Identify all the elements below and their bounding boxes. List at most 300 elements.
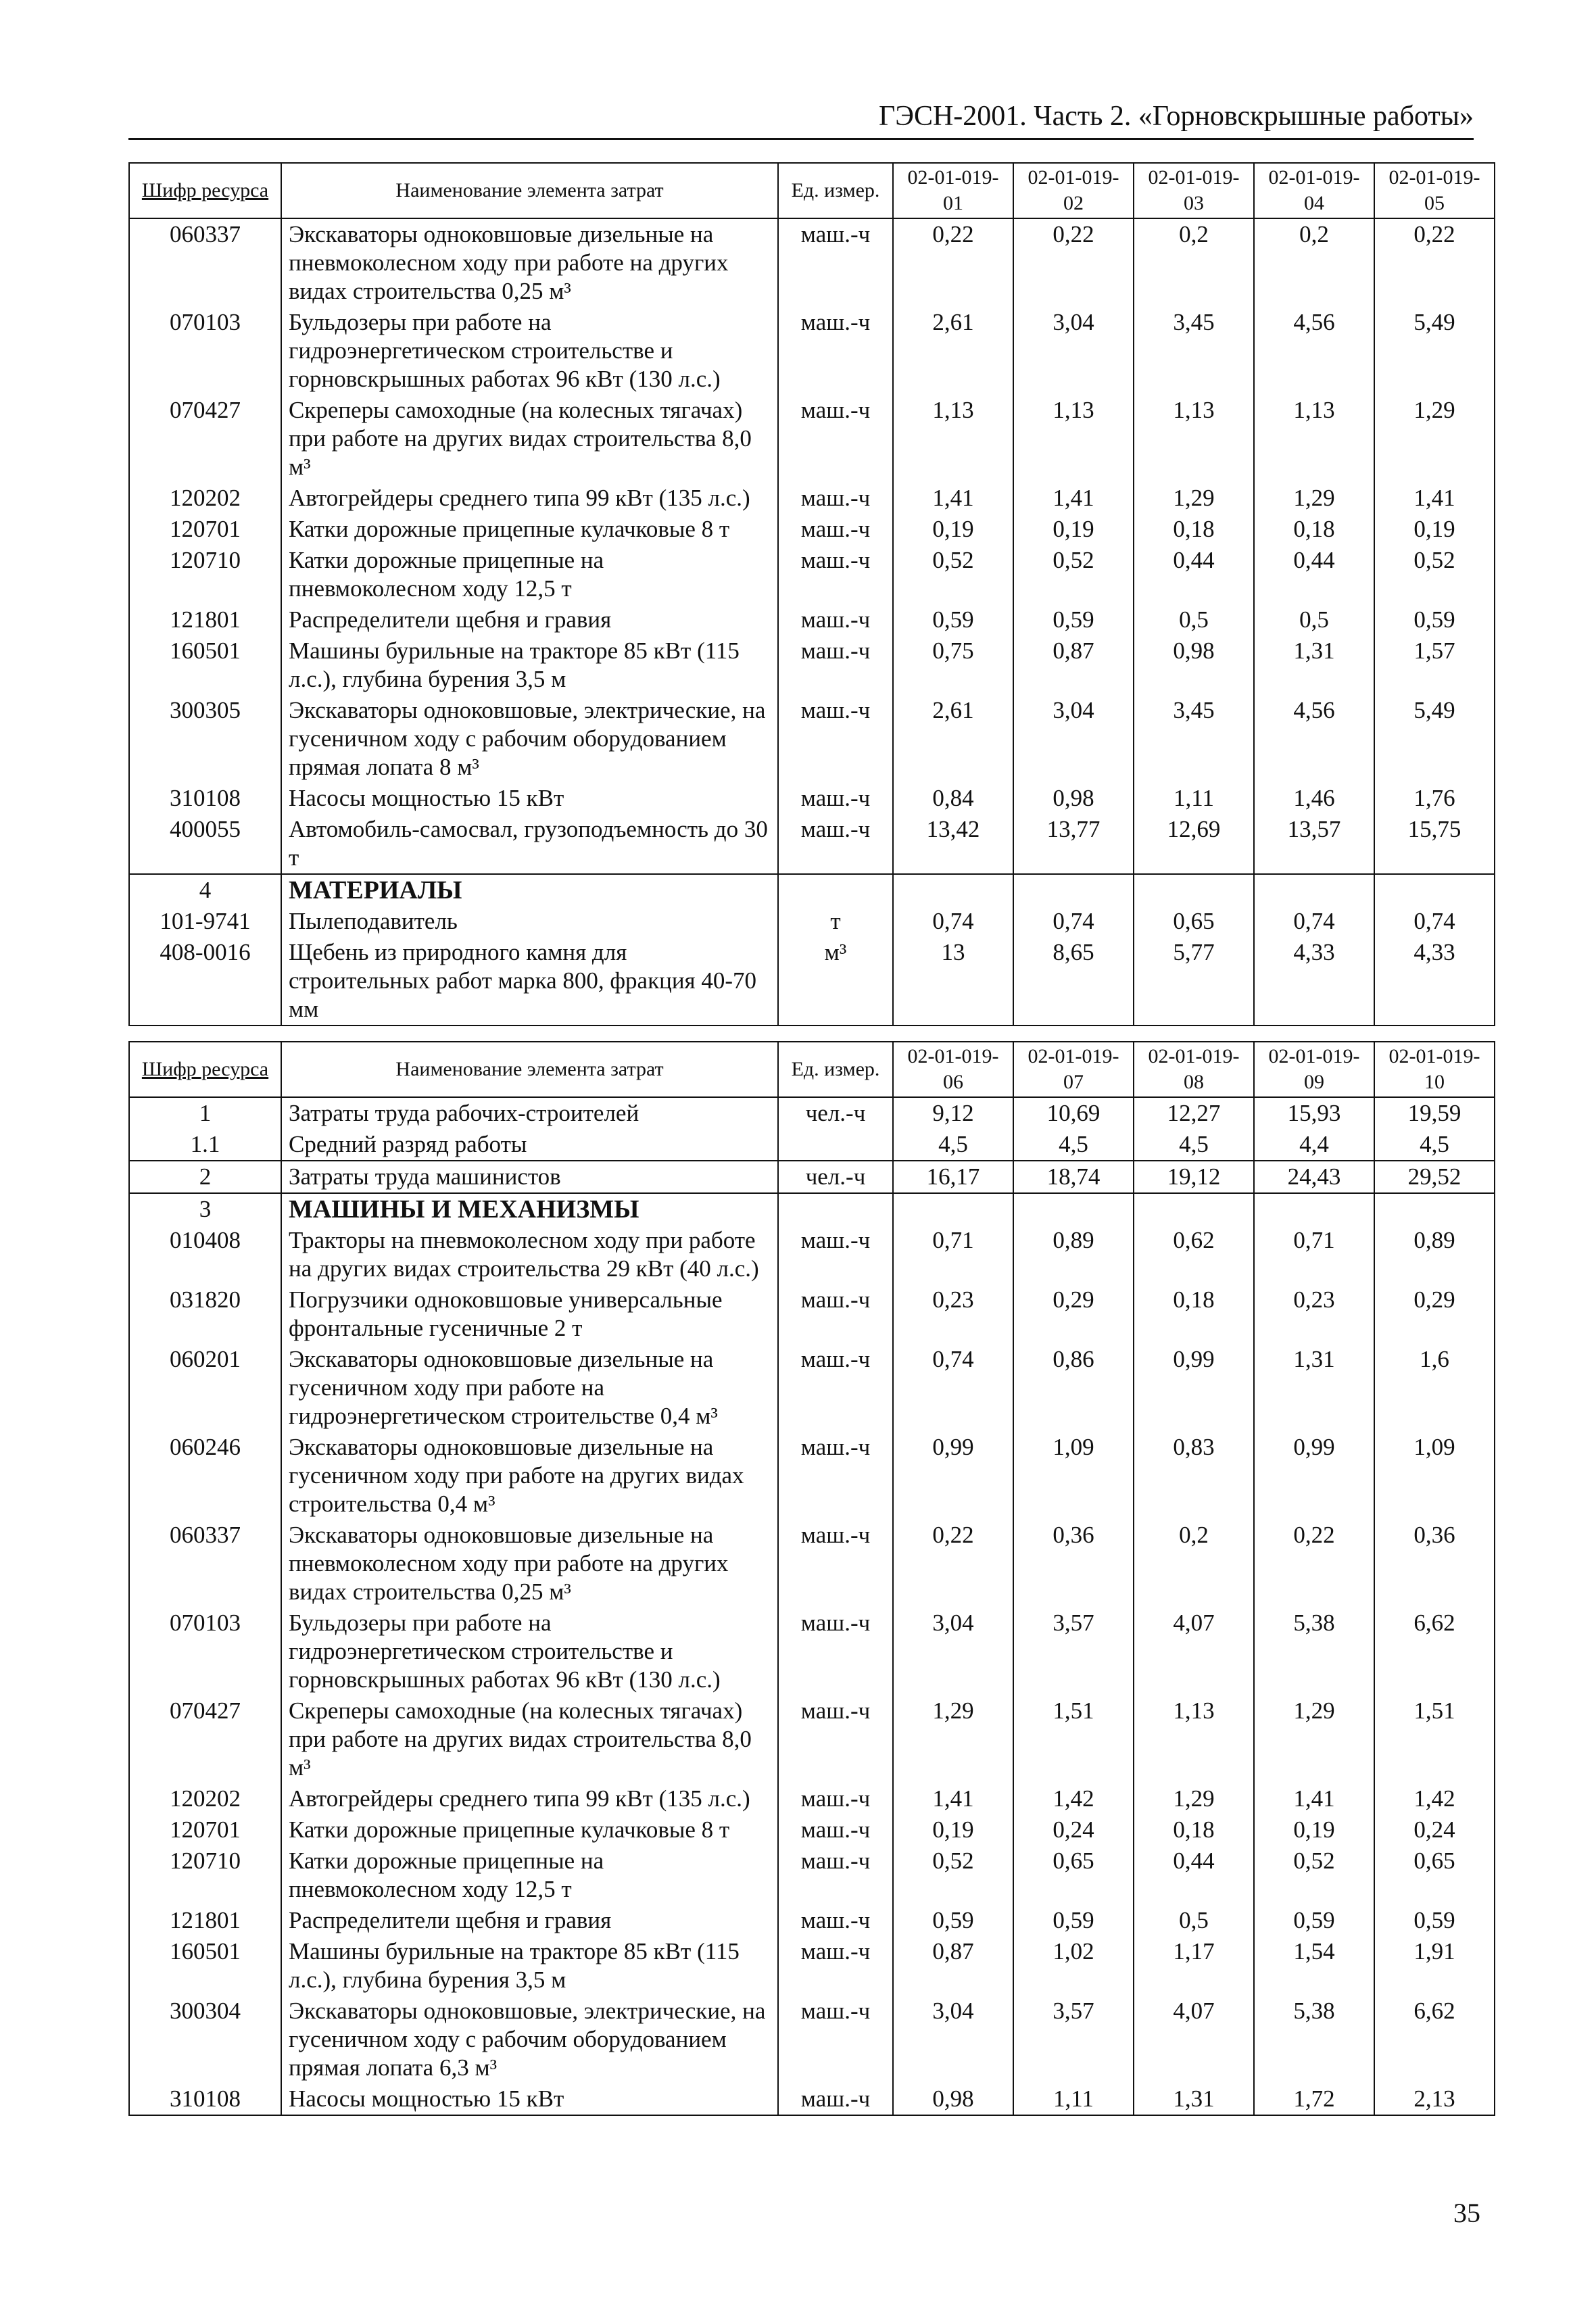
norm-value: 0,18	[1134, 514, 1254, 545]
resource-code: 120710	[129, 1845, 281, 1905]
norm-value	[893, 874, 1013, 906]
page-number: 35	[1453, 2198, 1480, 2228]
unit-cell	[778, 1129, 893, 1161]
unit-cell: маш.-ч	[778, 783, 893, 814]
norm-value: 0,22	[893, 218, 1013, 307]
cost-element-name: Экскаваторы одноковшовые дизельные на пневмоколесном ходу при работе на других видах строительства 0,25 м³	[281, 1520, 778, 1608]
norm-value: 0,65	[1134, 906, 1254, 937]
norm-value: 0,99	[893, 1432, 1013, 1520]
table-row	[129, 395, 1495, 483]
table-row	[129, 1845, 1495, 1905]
norm-value: 1,29	[1254, 1695, 1374, 1783]
resource-code: 101-9741	[129, 906, 281, 937]
table-row	[129, 604, 1495, 635]
cost-element-name: Распределители щебня и гравия	[281, 1905, 778, 1936]
norm-value: 1,42	[1374, 1783, 1495, 1814]
table-row	[129, 1129, 1495, 1161]
norm-value: 1,91	[1374, 1936, 1495, 1996]
page-header: ГЭСН-2001. Часть 2. «Горновскрышные работы»	[128, 100, 1474, 140]
cost-element-name: Затраты труда рабочих-строителей	[281, 1097, 778, 1129]
cost-element-name: МАТЕРИАЛЫ	[281, 874, 778, 906]
norm-value: 3,57	[1013, 1996, 1134, 2083]
resource-code: 1.1	[129, 1129, 281, 1161]
cost-element-name: Распределители щебня и гравия	[281, 604, 778, 635]
norm-value: 1,42	[1013, 1783, 1134, 1814]
norm-value: 15,75	[1374, 814, 1495, 874]
table-row	[129, 514, 1495, 545]
norm-value: 0,2	[1134, 1520, 1254, 1608]
table-row	[129, 1695, 1495, 1783]
norm-value	[1013, 1193, 1134, 1225]
norm-value: 19,12	[1134, 1161, 1254, 1193]
norm-value: 0,98	[1013, 783, 1134, 814]
norm-value: 1,09	[1374, 1432, 1495, 1520]
col-header-code: Шифр ресурса	[129, 163, 281, 218]
norm-value: 1,41	[893, 1783, 1013, 1814]
resource-code: 070427	[129, 395, 281, 483]
norm-value: 19,59	[1374, 1097, 1495, 1129]
norm-value: 4,5	[893, 1129, 1013, 1161]
norm-value: 0,52	[1374, 545, 1495, 604]
norm-value: 0,87	[893, 1936, 1013, 1996]
resource-code: 120202	[129, 483, 281, 514]
resource-code: 4	[129, 874, 281, 906]
norm-value: 0,99	[1254, 1432, 1374, 1520]
norm-value: 1,41	[1013, 483, 1134, 514]
norm-value: 1,51	[1374, 1695, 1495, 1783]
norm-value: 3,04	[1013, 695, 1134, 783]
unit-cell: маш.-ч	[778, 695, 893, 783]
norm-value: 1,02	[1013, 1936, 1134, 1996]
norm-value: 0,59	[1374, 604, 1495, 635]
norm-value: 0,2	[1134, 218, 1254, 307]
norm-value: 4,33	[1374, 937, 1495, 1026]
table-row	[129, 906, 1495, 937]
norm-value: 1,17	[1134, 1936, 1254, 1996]
cost-element-name: Автогрейдеры среднего типа 99 кВт (135 л.с.)	[281, 1783, 778, 1814]
norm-value: 1,13	[1013, 395, 1134, 483]
norm-value: 0,59	[893, 1905, 1013, 1936]
norm-value: 0,19	[1013, 514, 1134, 545]
norm-value: 1,31	[1254, 1344, 1374, 1432]
norm-value: 4,07	[1134, 1996, 1254, 2083]
norm-value	[893, 1193, 1013, 1225]
resource-code: 120710	[129, 545, 281, 604]
norm-value: 29,52	[1374, 1161, 1495, 1193]
norm-value: 1,29	[893, 1695, 1013, 1783]
norm-value: 0,22	[1254, 1520, 1374, 1608]
cost-element-name: Автогрейдеры среднего типа 99 кВт (135 л.с.)	[281, 483, 778, 514]
norm-value: 15,93	[1254, 1097, 1374, 1129]
norm-value: 1,13	[1254, 395, 1374, 483]
norm-value: 0,19	[893, 1814, 1013, 1845]
unit-cell: т	[778, 906, 893, 937]
col-header-norm-4: 02-01-019-04	[1254, 163, 1374, 218]
norm-value: 0,89	[1374, 1225, 1495, 1284]
norm-value: 4,5	[1013, 1129, 1134, 1161]
norm-value: 1,76	[1374, 783, 1495, 814]
norm-value: 1,11	[1134, 783, 1254, 814]
col-header-unit: Ед. измер.	[778, 1042, 893, 1097]
norm-value: 3,45	[1134, 695, 1254, 783]
norm-value	[1134, 1193, 1254, 1225]
norm-value: 0,19	[1374, 514, 1495, 545]
norm-value: 1,11	[1013, 2083, 1134, 2115]
table-row	[129, 1996, 1495, 2083]
resource-code: 060337	[129, 1520, 281, 1608]
norm-value: 0,24	[1013, 1814, 1134, 1845]
norm-value: 0,59	[893, 604, 1013, 635]
unit-cell: маш.-ч	[778, 2083, 893, 2115]
resource-code: 2	[129, 1161, 281, 1193]
cost-element-name: Экскаваторы одноковшовые дизельные на пневмоколесном ходу при работе на других видах строительства 0,25 м³	[281, 218, 778, 307]
norm-value: 12,27	[1134, 1097, 1254, 1129]
col-header-norm-1: 02-01-019-01	[893, 163, 1013, 218]
norm-value: 0,22	[1013, 218, 1134, 307]
resource-code: 060337	[129, 218, 281, 307]
cost-element-name: Насосы мощностью 15 кВт	[281, 2083, 778, 2115]
norm-value: 1,13	[1134, 395, 1254, 483]
resource-code: 121801	[129, 604, 281, 635]
norm-value: 1,41	[1374, 483, 1495, 514]
norm-value: 0,2	[1254, 218, 1374, 307]
norm-value: 3,04	[893, 1996, 1013, 2083]
norm-value: 4,07	[1134, 1608, 1254, 1695]
norm-value: 0,36	[1374, 1520, 1495, 1608]
unit-cell: маш.-ч	[778, 307, 893, 395]
table-row	[129, 218, 1495, 307]
col-header-norm-3: 02-01-019-08	[1134, 1042, 1254, 1097]
norm-value: 0,84	[893, 783, 1013, 814]
norm-value: 5,38	[1254, 1608, 1374, 1695]
norm-value: 0,75	[893, 635, 1013, 695]
unit-cell: маш.-ч	[778, 483, 893, 514]
norm-value: 0,59	[1013, 1905, 1134, 1936]
norm-value: 0,23	[1254, 1284, 1374, 1344]
table-row	[129, 483, 1495, 514]
norm-value	[1254, 1193, 1374, 1225]
unit-cell: маш.-ч	[778, 218, 893, 307]
norm-value	[1134, 874, 1254, 906]
norm-value: 13,77	[1013, 814, 1134, 874]
unit-cell: маш.-ч	[778, 1225, 893, 1284]
col-header-norm-1: 02-01-019-06	[893, 1042, 1013, 1097]
norm-value	[1254, 874, 1374, 906]
norm-value: 0,65	[1013, 1845, 1134, 1905]
resource-code: 070103	[129, 1608, 281, 1695]
col-header-norm-2: 02-01-019-07	[1013, 1042, 1134, 1097]
cost-element-name: Тракторы на пневмоколесном ходу при работе на других видах строительства 29 кВт (40 л.с.)	[281, 1225, 778, 1284]
norm-value: 1,41	[1254, 1783, 1374, 1814]
table-row	[129, 1344, 1495, 1432]
norm-value: 1,29	[1134, 1783, 1254, 1814]
unit-cell: маш.-ч	[778, 545, 893, 604]
resource-code: 060246	[129, 1432, 281, 1520]
col-header-name: Наименование элемента затрат	[281, 163, 778, 218]
norm-value: 0,5	[1134, 604, 1254, 635]
unit-cell: маш.-ч	[778, 1284, 893, 1344]
table-row	[129, 937, 1495, 1026]
unit-cell	[778, 1193, 893, 1225]
norm-value: 4,5	[1134, 1129, 1254, 1161]
norm-value: 1,57	[1374, 635, 1495, 695]
table-header-row	[129, 1042, 1495, 1097]
norm-value: 2,13	[1374, 2083, 1495, 2115]
cost-element-name: Катки дорожные прицепные на пневмоколесном ходу 12,5 т	[281, 1845, 778, 1905]
resource-code: 160501	[129, 635, 281, 695]
table-row	[129, 1608, 1495, 1695]
table-header-row	[129, 163, 1495, 218]
norm-value: 4,33	[1254, 937, 1374, 1026]
resource-code: 310108	[129, 783, 281, 814]
norm-value: 1,72	[1254, 2083, 1374, 2115]
unit-cell: маш.-ч	[778, 604, 893, 635]
unit-cell: чел.-ч	[778, 1161, 893, 1193]
norm-value: 0,71	[1254, 1225, 1374, 1284]
unit-cell: маш.-ч	[778, 395, 893, 483]
cost-element-name: Насосы мощностью 15 кВт	[281, 783, 778, 814]
norm-value: 0,59	[1374, 1905, 1495, 1936]
resource-code: 400055	[129, 814, 281, 874]
table-row	[129, 545, 1495, 604]
resource-code: 310108	[129, 2083, 281, 2115]
norm-value: 0,23	[893, 1284, 1013, 1344]
norm-value: 0,44	[1134, 1845, 1254, 1905]
resource-code: 070427	[129, 1695, 281, 1783]
cost-element-name: Машины бурильные на тракторе 85 кВт (115 л.с.), глубина бурения 3,5 м	[281, 1936, 778, 1996]
norm-value: 0,52	[1254, 1845, 1374, 1905]
norm-value: 8,65	[1013, 937, 1134, 1026]
norm-value: 16,17	[893, 1161, 1013, 1193]
norm-value: 4,56	[1254, 695, 1374, 783]
norm-value: 0,19	[1254, 1814, 1374, 1845]
unit-cell: маш.-ч	[778, 1344, 893, 1432]
cost-element-name: Экскаваторы одноковшовые, электрические, на гусеничном ходу с рабочим оборудованием прямая лопата 8 м³	[281, 695, 778, 783]
norm-value: 0,18	[1254, 514, 1374, 545]
norm-value: 0,44	[1254, 545, 1374, 604]
cost-element-name: Автомобиль-самосвал, грузоподъемность до 30 т	[281, 814, 778, 874]
norm-value: 0,19	[893, 514, 1013, 545]
norm-value: 24,43	[1254, 1161, 1374, 1193]
resource-code: 300304	[129, 1996, 281, 2083]
cost-element-name: Катки дорожные прицепные кулачковые 8 т	[281, 1814, 778, 1845]
resource-code: 031820	[129, 1284, 281, 1344]
unit-cell: м³	[778, 937, 893, 1026]
unit-cell: маш.-ч	[778, 1814, 893, 1845]
norm-value: 0,52	[893, 545, 1013, 604]
cost-element-name: Погрузчики одноковшовые универсальные фронтальные гусеничные 2 т	[281, 1284, 778, 1344]
norm-value: 1,41	[893, 483, 1013, 514]
table-row	[129, 1097, 1495, 1129]
cost-element-name: Катки дорожные прицепные кулачковые 8 т	[281, 514, 778, 545]
cost-element-name: Экскаваторы одноковшовые, электрические, на гусеничном ходу с рабочим оборудованием прямая лопата 6,3 м³	[281, 1996, 778, 2083]
norm-value: 2,61	[893, 695, 1013, 783]
col-header-norm-5: 02-01-019-10	[1374, 1042, 1495, 1097]
unit-cell: маш.-ч	[778, 514, 893, 545]
norm-value: 1,31	[1134, 2083, 1254, 2115]
norm-value: 0,98	[893, 2083, 1013, 2115]
cost-element-name: Скреперы самоходные (на колесных тягачах) при работе на других видах строительства 8,0 м³	[281, 1695, 778, 1783]
norm-value: 9,12	[893, 1097, 1013, 1129]
table-row	[129, 2083, 1495, 2115]
cost-element-name: Машины бурильные на тракторе 85 кВт (115 л.с.), глубина бурения 3,5 м	[281, 635, 778, 695]
norm-value: 13,42	[893, 814, 1013, 874]
norm-value: 1,29	[1374, 395, 1495, 483]
norm-value: 3,45	[1134, 307, 1254, 395]
norm-value: 4,5	[1374, 1129, 1495, 1161]
section-row	[129, 874, 1495, 906]
table-row	[129, 1432, 1495, 1520]
norm-value: 1,09	[1013, 1432, 1134, 1520]
resource-code: 3	[129, 1193, 281, 1225]
table-row	[129, 1284, 1495, 1344]
cost-element-name: Пылеподавитель	[281, 906, 778, 937]
norm-value: 0,24	[1374, 1814, 1495, 1845]
unit-cell: маш.-ч	[778, 1520, 893, 1608]
unit-cell: маш.-ч	[778, 814, 893, 874]
table-row	[129, 1814, 1495, 1845]
norm-value: 0,5	[1254, 604, 1374, 635]
table-row	[129, 1225, 1495, 1284]
norm-value: 0,87	[1013, 635, 1134, 695]
resource-code: 300305	[129, 695, 281, 783]
norm-value: 0,74	[1254, 906, 1374, 937]
unit-cell: маш.-ч	[778, 635, 893, 695]
cost-element-name: Экскаваторы одноковшовые дизельные на гусеничном ходу при работе на других видах строительства 0,4 м³	[281, 1432, 778, 1520]
unit-cell: маш.-ч	[778, 1608, 893, 1695]
resource-code: 010408	[129, 1225, 281, 1284]
table-row	[129, 695, 1495, 783]
norm-value: 5,38	[1254, 1996, 1374, 2083]
resource-code: 1	[129, 1097, 281, 1129]
norm-value: 0,89	[1013, 1225, 1134, 1284]
cost-element-name: Бульдозеры при работе на гидроэнергетическом строительстве и горновскрышных работах 96 кВт (130 л.с.)	[281, 1608, 778, 1695]
table-row	[129, 635, 1495, 695]
table-row	[129, 307, 1495, 395]
norm-value: 0,74	[1374, 906, 1495, 937]
norm-value: 1,54	[1254, 1936, 1374, 1996]
norm-value: 0,59	[1254, 1905, 1374, 1936]
norm-value: 0,99	[1134, 1344, 1254, 1432]
norm-value: 1,31	[1254, 635, 1374, 695]
table-row	[129, 1520, 1495, 1608]
norm-value: 0,5	[1134, 1905, 1254, 1936]
resource-code: 160501	[129, 1936, 281, 1996]
col-header-norm-4: 02-01-019-09	[1254, 1042, 1374, 1097]
norm-value: 1,13	[893, 395, 1013, 483]
table-body	[129, 1097, 1495, 2115]
unit-cell: маш.-ч	[778, 1432, 893, 1520]
norm-value: 10,69	[1013, 1097, 1134, 1129]
norm-value: 4,56	[1254, 307, 1374, 395]
cost-element-name: Затраты труда машинистов	[281, 1161, 778, 1193]
norm-value: 6,62	[1374, 1996, 1495, 2083]
col-header-unit: Ед. измер.	[778, 163, 893, 218]
resource-code: 070103	[129, 307, 281, 395]
norm-value	[1374, 1193, 1495, 1225]
norm-value: 0,18	[1134, 1284, 1254, 1344]
col-header-code: Шифр ресурса	[129, 1042, 281, 1097]
norm-value: 4,4	[1254, 1129, 1374, 1161]
norm-value: 0,74	[893, 1344, 1013, 1432]
table-row	[129, 1936, 1495, 1996]
norm-value: 0,22	[1374, 218, 1495, 307]
norm-value: 0,44	[1134, 545, 1254, 604]
norm-value: 1,29	[1134, 483, 1254, 514]
norm-value: 3,04	[893, 1608, 1013, 1695]
norm-value: 5,49	[1374, 307, 1495, 395]
table-row	[129, 783, 1495, 814]
norm-value: 0,52	[893, 1845, 1013, 1905]
norm-value: 0,52	[1013, 545, 1134, 604]
norm-value	[1013, 874, 1134, 906]
norm-value: 0,71	[893, 1225, 1013, 1284]
unit-cell	[778, 874, 893, 906]
cost-element-name: Щебень из природного камня для строительных работ марка 800, фракция 40-70 мм	[281, 937, 778, 1026]
norm-value: 0,74	[1013, 906, 1134, 937]
resource-code: 408-0016	[129, 937, 281, 1026]
norm-value: 13	[893, 937, 1013, 1026]
norm-value: 6,62	[1374, 1608, 1495, 1695]
unit-cell: маш.-ч	[778, 1695, 893, 1783]
norm-value: 1,13	[1134, 1695, 1254, 1783]
cost-element-name: Бульдозеры при работе на гидроэнергетическом строительстве и горновскрышных работах 96 кВт (130 л.с.)	[281, 307, 778, 395]
unit-cell: маш.-ч	[778, 1845, 893, 1905]
cost-element-name: Средний разряд работы	[281, 1129, 778, 1161]
table-row	[129, 1783, 1495, 1814]
norm-value: 1,46	[1254, 783, 1374, 814]
resource-code: 121801	[129, 1905, 281, 1936]
norm-value: 2,61	[893, 307, 1013, 395]
norms-table-1	[128, 162, 1495, 1026]
norm-value: 0,59	[1013, 604, 1134, 635]
norm-value: 18,74	[1013, 1161, 1134, 1193]
unit-cell: маш.-ч	[778, 1783, 893, 1814]
col-header-name: Наименование элемента затрат	[281, 1042, 778, 1097]
cost-element-name: МАШИНЫ И МЕХАНИЗМЫ	[281, 1193, 778, 1225]
col-header-norm-5: 02-01-019-05	[1374, 163, 1495, 218]
norm-value: 1,51	[1013, 1695, 1134, 1783]
norm-value: 0,29	[1374, 1284, 1495, 1344]
norm-value: 1,6	[1374, 1344, 1495, 1432]
norm-value: 0,22	[893, 1520, 1013, 1608]
table-row	[129, 814, 1495, 874]
unit-cell: маш.-ч	[778, 1936, 893, 1996]
col-header-norm-3: 02-01-019-03	[1134, 163, 1254, 218]
norm-value: 0,86	[1013, 1344, 1134, 1432]
norm-value: 13,57	[1254, 814, 1374, 874]
resource-code: 120701	[129, 1814, 281, 1845]
cost-element-name: Катки дорожные прицепные на пневмоколесном ходу 12,5 т	[281, 545, 778, 604]
resource-code: 060201	[129, 1344, 281, 1432]
col-header-norm-2: 02-01-019-02	[1013, 163, 1134, 218]
norm-value: 0,74	[893, 906, 1013, 937]
norm-value: 3,57	[1013, 1608, 1134, 1695]
unit-cell: маш.-ч	[778, 1996, 893, 2083]
norm-value: 0,18	[1134, 1814, 1254, 1845]
cost-element-name: Экскаваторы одноковшовые дизельные на гусеничном ходу при работе на гидроэнергетическом строительстве 0,4 м³	[281, 1344, 778, 1432]
resource-code: 120701	[129, 514, 281, 545]
norm-value: 0,29	[1013, 1284, 1134, 1344]
norm-value: 0,83	[1134, 1432, 1254, 1520]
section-row	[129, 1193, 1495, 1225]
norm-value: 5,77	[1134, 937, 1254, 1026]
norm-value: 1,29	[1254, 483, 1374, 514]
cost-element-name: Скреперы самоходные (на колесных тягачах) при работе на других видах строительства 8,0 м³	[281, 395, 778, 483]
norm-value: 0,36	[1013, 1520, 1134, 1608]
norms-table-2	[128, 1041, 1495, 2116]
resource-code: 120202	[129, 1783, 281, 1814]
